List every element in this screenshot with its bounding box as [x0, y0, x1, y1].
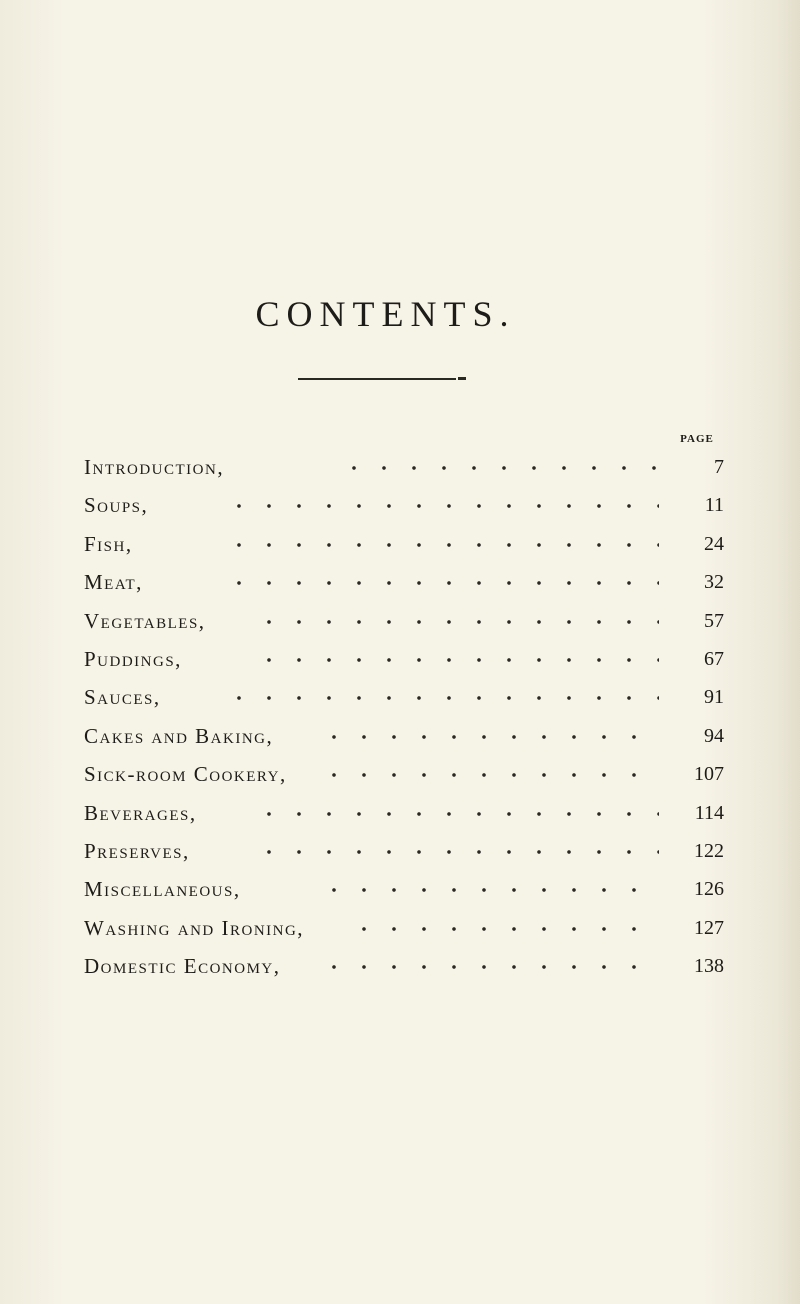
toc-entry	[84, 870, 724, 908]
toc-entry-label: Puddings,	[84, 646, 182, 671]
toc-entry-page: 107	[694, 763, 724, 786]
dot-leader	[319, 888, 659, 892]
dot-leader	[349, 927, 659, 931]
dot-leader	[224, 504, 659, 508]
toc-entry	[84, 755, 724, 793]
toc-entry-label: Fish,	[84, 531, 133, 556]
dot-leader	[254, 620, 659, 624]
toc-entry	[84, 678, 724, 716]
dot-leader	[319, 735, 659, 739]
toc-entry-page: 122	[694, 839, 724, 862]
toc-entry-page: 7	[714, 456, 724, 478]
toc-entry-page: 11	[704, 494, 724, 517]
dot-leader	[224, 543, 659, 547]
toc-entry	[84, 947, 724, 985]
toc-entry	[84, 640, 724, 678]
toc-entry-label: Vegetables,	[84, 608, 206, 633]
dot-leader	[224, 696, 659, 700]
toc-entry-label: Domestic Economy,	[84, 954, 281, 979]
toc-entry-label: Beverages,	[84, 800, 197, 825]
dot-leader	[254, 812, 659, 816]
table-of-contents	[84, 448, 724, 985]
toc-entry-page: 94	[704, 724, 724, 747]
toc-entry	[84, 794, 724, 832]
toc-entry	[84, 563, 724, 601]
dot-leader	[254, 850, 659, 854]
toc-entry-page: 138	[694, 955, 724, 978]
toc-entry-page: 24	[704, 532, 724, 555]
toc-entry	[84, 448, 724, 486]
toc-entry	[84, 909, 724, 947]
toc-entry-label: Washing and Ironing,	[84, 915, 305, 940]
toc-entry-label: Introduction,	[84, 455, 225, 479]
toc-entry	[84, 486, 724, 524]
title-rule	[298, 378, 456, 380]
toc-entry-page: 67	[704, 647, 724, 670]
toc-entry-page: 57	[704, 609, 724, 632]
dot-leader	[319, 773, 659, 777]
toc-entry-label: Soups,	[84, 493, 149, 518]
toc-entry	[84, 525, 724, 563]
toc-entry-page: 91	[704, 686, 724, 709]
toc-entry-label: Miscellaneous,	[84, 877, 241, 902]
dot-leader	[224, 581, 659, 585]
toc-entry	[84, 602, 724, 640]
dot-leader	[319, 965, 659, 969]
toc-entry-label: Sauces,	[84, 685, 161, 710]
toc-entry	[84, 832, 724, 870]
page-column-heading: PAGE	[680, 433, 714, 445]
toc-entry-label: Meat,	[84, 570, 143, 595]
dot-leader	[254, 658, 659, 662]
toc-entry-label: Cakes and Baking,	[84, 723, 274, 748]
dot-leader	[339, 466, 659, 470]
toc-entry-page: 127	[694, 916, 724, 939]
toc-entry-page: 114	[694, 801, 724, 824]
toc-entry-page: 126	[694, 878, 724, 901]
toc-entry-page: 32	[704, 571, 724, 594]
page-title: CONTENTS.	[255, 294, 516, 334]
toc-entry-label: Sick-room Cookery,	[84, 762, 287, 787]
toc-entry	[84, 717, 724, 755]
toc-entry-label: Preserves,	[84, 838, 190, 863]
